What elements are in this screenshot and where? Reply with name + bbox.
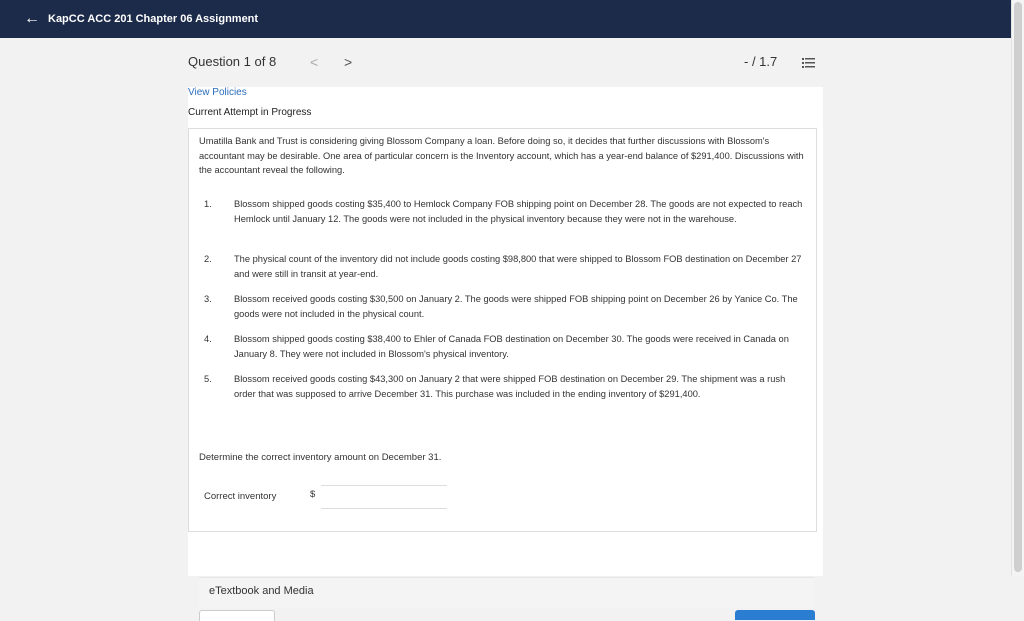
question-counter: Question 1 of 8 bbox=[188, 54, 277, 69]
next-question-button[interactable]: > bbox=[344, 54, 353, 70]
secondary-button[interactable] bbox=[199, 610, 275, 621]
item-text: Blossom received goods costing $43,300 on January 2 that were shipped FOB destination on December 29. The shipment was a rush order that was supposed to arrive December 31. This purchase was included in the ending inventory of $291,400. bbox=[234, 374, 786, 399]
view-policies-link[interactable]: View Policies bbox=[188, 87, 247, 98]
attempt-status: Current Attempt in Progress bbox=[188, 107, 312, 118]
item-number: 5. bbox=[204, 374, 212, 384]
correct-inventory-input[interactable] bbox=[321, 485, 447, 509]
currency-symbol: $ bbox=[310, 489, 316, 500]
correct-inventory-label: Correct inventory bbox=[204, 491, 277, 502]
item-text: Blossom received goods costing $30,500 on January 2. The goods were shipped FOB shipping point on December 26 by Yanice Co. The goods were not included in the physical count. bbox=[234, 294, 798, 319]
scrollbar-thumb[interactable] bbox=[1014, 2, 1022, 572]
item-number: 1. bbox=[204, 199, 212, 209]
item-text: Blossom shipped goods costing $38,400 to Ehler of Canada FOB destination on December 30. The goods were received in Canada on January 8. They were not included in Blossom's physical inventory. bbox=[234, 334, 789, 359]
item-text: The physical count of the inventory did not include goods costing $98,800 that were shipped to Blossom FOB destination on December 27 and were still in transit at year-end. bbox=[234, 254, 802, 279]
item-number: 4. bbox=[204, 334, 212, 344]
question-body bbox=[188, 128, 817, 597]
assignment-title: KapCC ACC 201 Chapter 06 Assignment bbox=[48, 13, 259, 25]
list-icon[interactable] bbox=[802, 56, 815, 74]
question-header bbox=[188, 54, 818, 74]
arrow-left-icon[interactable]: ← bbox=[24, 10, 40, 27]
previous-question-button[interactable]: < bbox=[310, 54, 319, 70]
item-text: Blossom shipped goods costing $35,400 to Hemlock Company FOB shipping point on December 28. The goods are not expected to reach Hemlock until January 12. The goods were not included in the physical inventory because they were not in the warehouse. bbox=[234, 199, 803, 224]
question-card bbox=[188, 87, 823, 597]
score-display: - / 1.7 bbox=[744, 54, 778, 69]
question-intro: Umatilla Bank and Trust is considering giving Blossom Company a loan. Before doing so, it decides that further discussions with Blossom's accountant may be desirable. One area of particular concern is the Inventory account, which has a year-end balance of $291,400. Discussions with the accountant reveal the following. bbox=[199, 136, 804, 175]
etextbook-media-toggle[interactable] bbox=[199, 577, 814, 608]
primary-button[interactable] bbox=[735, 610, 815, 620]
item-number: 3. bbox=[204, 294, 212, 304]
question-prompt: Determine the correct inventory amount on December 31. bbox=[199, 452, 442, 463]
item-number: 2. bbox=[204, 254, 212, 264]
scrollbar[interactable] bbox=[1011, 0, 1024, 576]
top-bar bbox=[0, 0, 1012, 38]
etextbook-label: eTextbook and Media bbox=[209, 585, 314, 597]
